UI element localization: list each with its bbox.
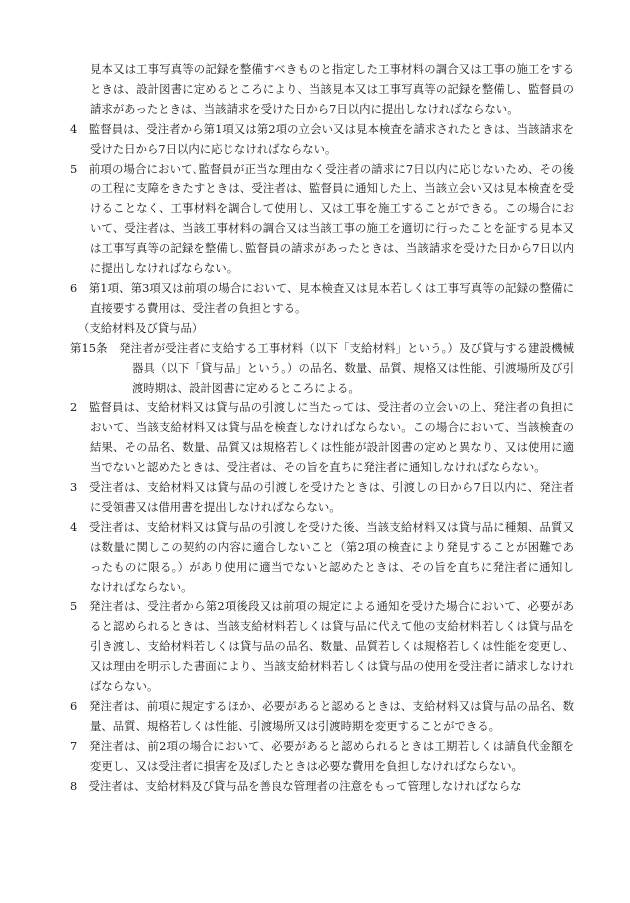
article-15: 第15条 発注者が受注者に支給する工事材料（以下「支給材料」という。）及び貸与する建設機械器具（以下「貸与品」という。）の品名、数量、品質、規格又は性能、引渡場所及び引渡時期は、設計図書に定めるところによる。 — [70, 340, 574, 395]
paragraph-continuation: 見本又は工事写真等の記録を整備すべきものと指定した工事材料の調合又は工事の施工をするときは、設計図書に定めるところにより、当該見本又は工事写真等の記録を整備し、監督員の請求があったときは、当該請求を受けた日から7日以内に提出しなければならない。 — [90, 62, 574, 116]
clause-item-8: 8 受注者は、支給材料及び貸与品を善良な管理者の注意をもって管理しなければならな — [70, 778, 522, 793]
article-heading: （支給材料及び貸与品） — [78, 320, 204, 335]
clause-item-4b: 4 受注者は、支給材料又は貸与品の引渡しを受けた後、当該支給材料又は貸与品に種類、品質又は数量に関しこの契約の内容に適合しないこと（第2項の検査により発見することが困難であったものに限る。）があり使用に適当でないと認めたときは、その旨を直ちに発注者に通知しなければならない。 — [70, 519, 574, 594]
clause-item-5b: 5 発注者は、受注者から第2項後段又は前項の規定による通知を受けた場合において、必要があると認められるときは、当該支給材料若しくは貸与品に代えて他の支給材料若しくは貸与品を引き渡し、支給材料若しくは貸与品の品名、数量、品質若しくは規格若しくは性能を変更し、又は理由を明示した書面により、当該支給材料若しくは貸与品の使用を受注者に請求しなければならない。 — [70, 599, 574, 694]
clause-item-2: 2 監督員は、支給材料又は貸与品の引渡しに当たっては、受注者の立会いの上、発注者の負担において、当該支給材料又は貸与品を検査しなければならない。この場合において、当該検査の結果、その品名、数量、品質又は規格若しくは性能が設計図書の定めと異なり、又は使用に適当でないと認めたときは、受注者は、その旨を直ちに発注者に通知しなければならない。 — [70, 400, 574, 475]
clause-item-3: 3 受注者は、支給材料又は貸与品の引渡しを受けたときは、引渡しの日から7日以内に、発注者に受領書又は借用書を提出しなければならない。 — [70, 480, 574, 514]
clause-item-4: 4 監督員は、受注者から第1項又は第2項の立会い又は見本検査を請求されたときは、当該請求を受けた日から7日以内に応じなければならない。 — [70, 121, 574, 156]
clause-item-6: 6 第1項、第3項又は前項の場合において、見本検査又は見本若しくは工事写真等の記録の整備に直接要する費用は、受注者の負担とする。 — [70, 280, 574, 315]
clause-item-5: 5 前項の場合において､監督員が正当な理由なく受注者の請求に7日以内に応じないため、その後の工程に支障をきたすときは、受注者は、監督員に通知した上、当該立会い又は見本検査を受けることなく、工事材料を調合して使用し、又は工事を施工することができる。この場合において、受注者は、当該工事材料の調合又は当該工事の施工を適切に行ったことを証する見本又は工事写真等の記録を整備し､監督員の請求があったときは、当該請求を受けた日から7日以内に提出しなければならない。 — [70, 161, 574, 276]
clause-item-7: 7 発注者は、前2項の場合において、必要があると認められるときは工期若しくは請負代金額を変更し、又は受注者に損害を及ぼしたときは必要な費用を負担しなければならない。 — [70, 738, 574, 773]
clause-item-6b: 6 発注者は、前項に規定するほか、必要があると認めるときは、支給材料又は貸与品の品名、数量、品質、規格若しくは性能、引渡場所又は引渡時期を変更することができる。 — [70, 699, 574, 733]
